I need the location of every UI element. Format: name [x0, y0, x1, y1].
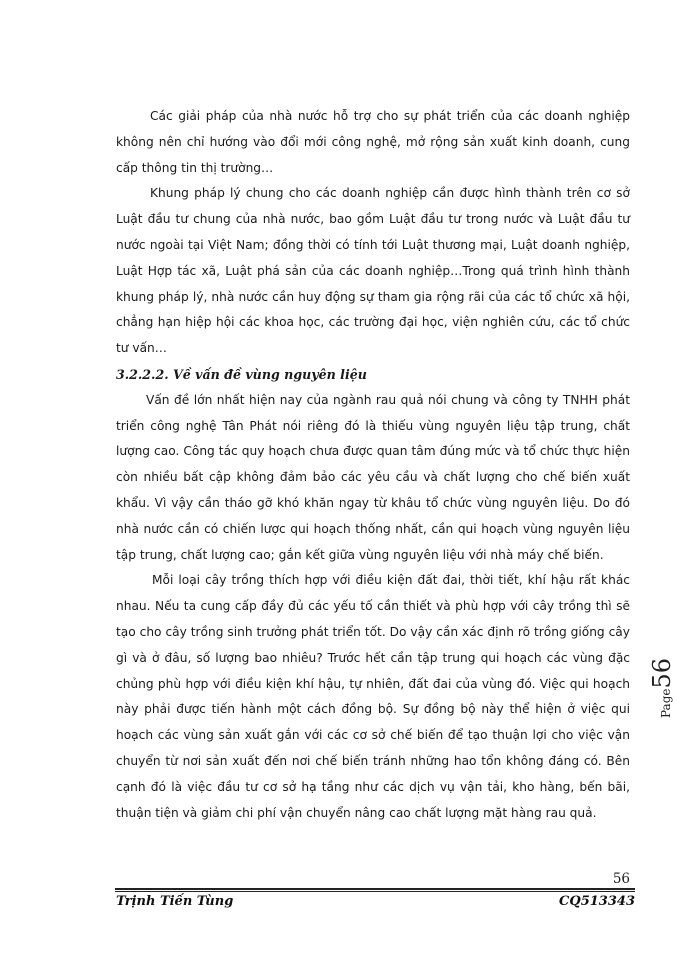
- footer-author: Trịnh Tiến Tùng: [116, 894, 234, 909]
- page-side-number: 56: [648, 657, 676, 689]
- footer-divider: [115, 888, 635, 890]
- page-side-mark: [648, 658, 676, 718]
- paragraph-2: Khung pháp lý chung cho các doanh nghiệp cần được hình thành trên cơ sở Luật đầu tư chung của nhà nước, bao gồm Luật đầu tư trong nước và Luật đầu tư nước ngoài tại Việt Nam; đồng thời có tính tới Luật thương mại, Luật doanh nghiệp, Luật Hợp tác xã, Luật phá sản của các doanh nghiệp…Trong quá trình hình thành khung pháp lý, nhà nước cần huy động sự tham gia rộng rãi của các tổ chức xã hội, chẳng hạn hiệp hội các khoa học, các trường đại học, viện nghiên cứu, các tổ chức tư vấn…: [116, 186, 630, 356]
- body-text: [116, 104, 630, 826]
- section-heading: 3.2.2.2. Về vấn đề vùng nguyên liệu: [116, 366, 367, 382]
- section-paragraph-1: Vấn đề lớn nhất hiện nay của ngành rau quả nói chung và công ty TNHH phát triển công nghệ Tân Phát nói riêng đó là thiếu vùng nguyên liệu tập trung, chất lượng cao. Công tác quy hoạch chưa được quan tâm đúng mức và tổ chức thực hiện còn nhiều bất cập không đảm bảo các yêu cầu và chất lượng cho chế biến xuất khẩu. Vì vậy cần tháo gỡ khó khăn ngay từ khâu tổ chức vùng nguyên liệu. Do đó nhà nước cần có chiến lược qui hoạch thống nhất, cần qui hoạch vùng nguyên liệu tập trung, chất lượng cao; gắn kết giữa vùng nguyên liệu với nhà máy chế biến.: [116, 392, 630, 562]
- section-paragraph-2: Mỗi loại cây trồng thích hợp với điều kiện đất đai, thời tiết, khí hậu rất khác nhau. Nếu ta cung cấp đầy đủ các yếu tố cần thiết và phù hợp với cây trồng thì sẽ tạo cho cây trồng sinh trưởng phát triển tốt. Do vậy cần xác định rõ trồng giống cây gì và ở đâu, số lượng bao nhiêu? Trước hết cần tập trung qui hoạch các vùng đặc chủng phù hợp với điều kiện khí hậu, tự nhiên, đất đai của vùng đó. Việc qui hoạch này phải được tiến hành một cách đồng bộ. Sự đồng bộ này thể hiện ở việc qui hoạch các vùng sản xuất gắn với các cơ sở chế biến để tạo thuận lợi cho việc vận chuyển từ nơi sản xuất đến nơi chế biến tránh những hao tổn không đáng có. Bên cạnh đó là việc đầu tư cơ sở hạ tầng như các dịch vụ vận tải, kho hàng, bến bãi, thuận tiện và giảm chi phí vận chuyển nâng cao chất lượng mặt hàng rau quả.: [116, 573, 630, 820]
- page-label: Page: [659, 688, 673, 718]
- paragraph-1: Các giải pháp của nhà nước hỗ trợ cho sự phát triển của các doanh nghiệp không nên chỉ hướng vào đổi mới công nghệ, mở rộng sản xuất kinh doanh, cung cấp thông tin thị trường…: [116, 109, 630, 175]
- footer-student-code: CQ513343: [559, 894, 635, 909]
- page-number: 56: [612, 871, 630, 887]
- footer-divider-thin: [115, 891, 635, 892]
